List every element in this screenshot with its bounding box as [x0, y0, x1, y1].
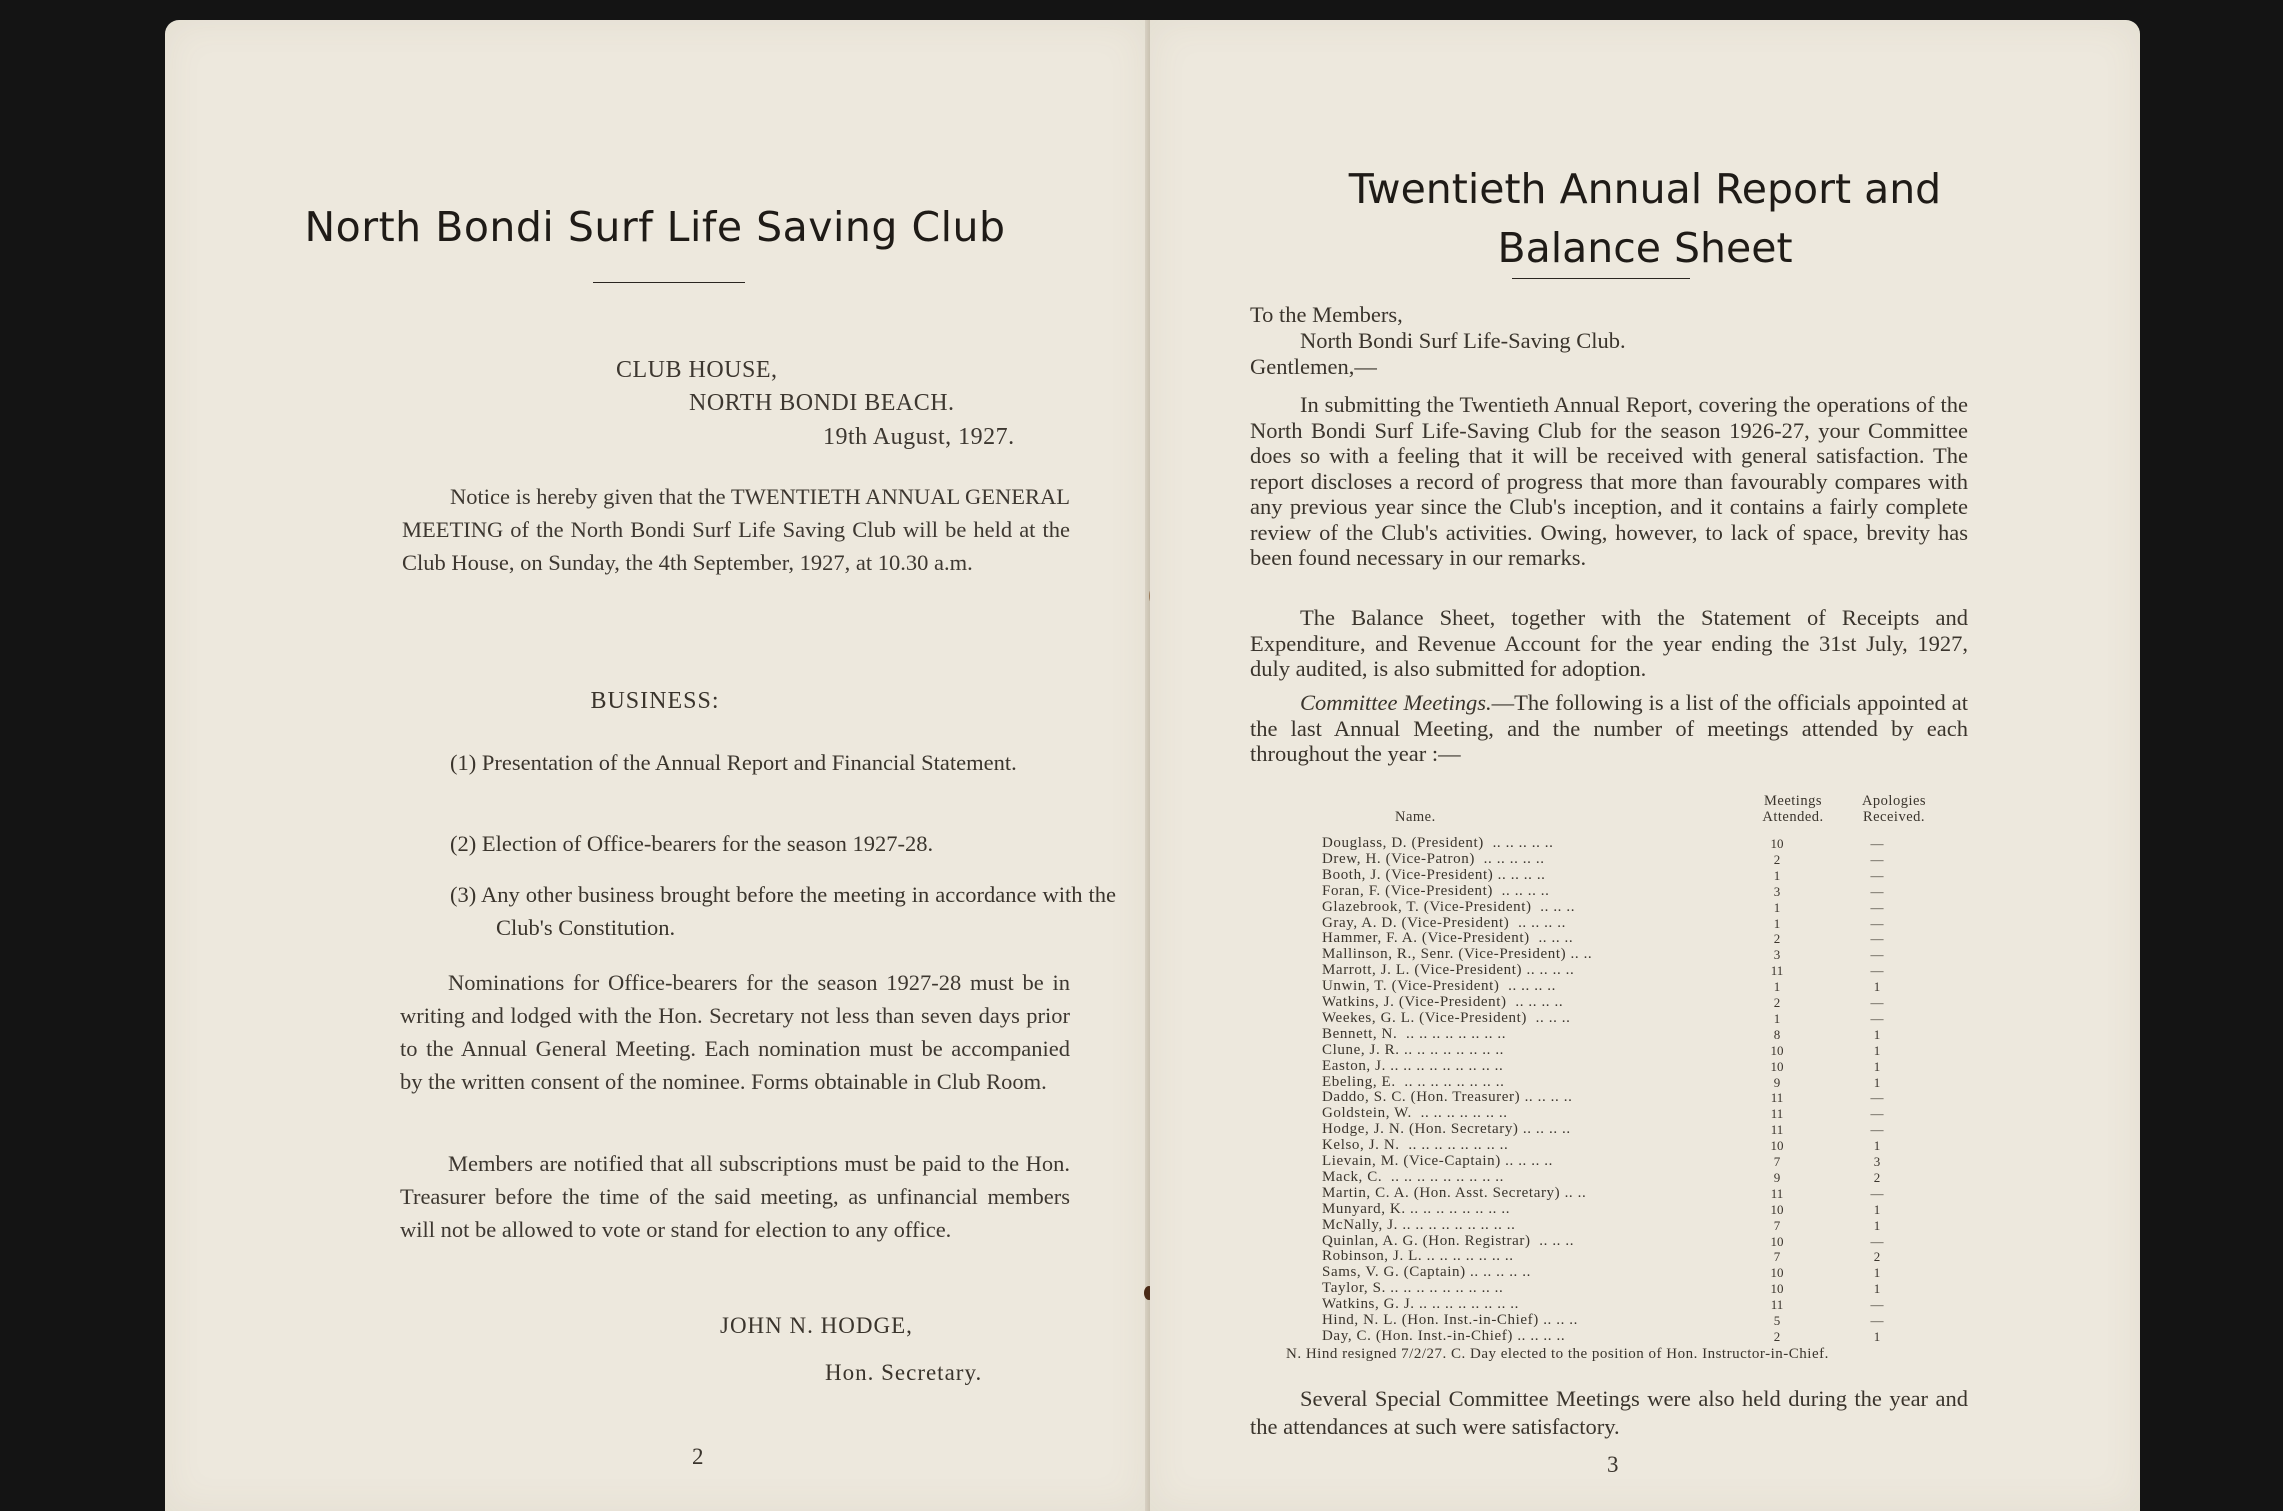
row-meetings-attended: 11: [1770, 1106, 1784, 1122]
row-name: Munyard, K. .. .. .. .. .. .. .. ..: [1322, 1200, 1511, 1217]
row-apologies-received: 1: [1873, 1281, 1881, 1297]
row-meetings-attended: 7: [1773, 1217, 1781, 1233]
business-heading: BUSINESS:: [590, 688, 720, 714]
table-row: [1322, 852, 1942, 868]
table-row: [1322, 1313, 1942, 1329]
page-number-left: 2: [692, 1444, 704, 1469]
row-meetings-attended: 11: [1770, 1185, 1784, 1201]
table-row: [1322, 1218, 1942, 1234]
table-row: [1322, 1202, 1942, 1218]
table-row: [1322, 1138, 1942, 1154]
row-meetings-attended: 11: [1770, 1297, 1784, 1313]
row-meetings-attended: 2: [1773, 995, 1781, 1010]
table-row: [1322, 1329, 1942, 1345]
row-name: Hind, N. L. (Hon. Inst.-in-Chief) .. .. ..: [1322, 1312, 1579, 1328]
row-apologies-received: 1: [1873, 1201, 1881, 1217]
table-header-attended-1: Meetings: [1764, 793, 1822, 809]
row-meetings-attended: 1: [1773, 979, 1781, 995]
row-name: McNally, J. .. .. .. .. .. .. .. .. ..: [1322, 1216, 1516, 1233]
row-name: Taylor, S. .. .. .. .. .. .. .. .. ..: [1322, 1280, 1504, 1297]
table-row: [1322, 1059, 1942, 1075]
row-apologies-received: 1: [1873, 1058, 1881, 1074]
row-name: Hodge, J. N. (Hon. Secretary) .. .. .. ..: [1322, 1121, 1571, 1138]
row-name: Robinson, J. L. .. .. .. .. .. .. ..: [1322, 1248, 1514, 1265]
table-header-apologies-1: Apologies: [1861, 793, 1927, 809]
row-name: Daddo, S. C. (Hon. Treasurer) .. .. .. ..: [1322, 1089, 1573, 1106]
row-apologies-received: —: [1870, 867, 1884, 883]
row-name: Watkins, G. J. .. .. .. .. .. .. .. ..: [1322, 1296, 1520, 1313]
row-apologies-received: —: [1870, 995, 1884, 1010]
row-apologies-received: 1: [1873, 1042, 1881, 1058]
row-name: Lievain, M. (Vice-Captain) .. .. .. ..: [1322, 1153, 1554, 1169]
table-row: [1322, 1075, 1942, 1091]
table-row: [1322, 868, 1942, 884]
address-line-1: CLUB HOUSE,: [616, 357, 778, 383]
row-meetings-attended: 10: [1770, 1233, 1784, 1249]
page-number-right: 3: [1607, 1452, 1619, 1477]
table-header-apologies-2: Received.: [1862, 809, 1926, 825]
row-meetings-attended: 5: [1773, 1313, 1781, 1328]
row-name: Day, C. (Hon. Inst.-in-Chief) .. .. .. ..: [1322, 1327, 1566, 1344]
row-name: Bennett, N. .. .. .. .. .. .. .. ..: [1322, 1025, 1507, 1042]
table-header-name: Name.: [1395, 809, 1436, 825]
report-title-rule: [1512, 278, 1690, 279]
row-meetings-attended: 10: [1770, 1042, 1784, 1058]
row-name: Weekes, G. L. (Vice-President) .. .. ..: [1322, 1009, 1571, 1026]
meeting-notice: Notice is hereby given that the TWENTIETH ANNUAL GENERAL MEETING of the North Bondi Surf Life Saving Club will be held at the Club House, on Sunday, the 4th September, 1927, at 10.30 a.m.: [402, 484, 1070, 575]
report-paragraph-4: Several Special Committee Meetings were also held during the year and the attendances at such were satisfactory.: [1250, 1386, 1968, 1439]
signatory-name: JOHN N. HODGE,: [720, 1313, 913, 1338]
row-meetings-attended: 10: [1770, 836, 1784, 851]
table-row: [1322, 1027, 1942, 1043]
row-name: Glazebrook, T. (Vice-President) .. .. ..: [1322, 898, 1576, 915]
row-meetings-attended: 11: [1770, 1122, 1784, 1138]
row-name: Unwin, T. (Vice-President) .. .. .. ..: [1322, 978, 1556, 995]
row-apologies-received: —: [1870, 1233, 1884, 1249]
subscriptions-paragraph: Members are notified that all subscriptions must be paid to the Hon. Treasurer before the time of the said meeting, as unfinancial members will not be allowed to vote or stand for election to any office.: [400, 1151, 1070, 1242]
salutation-club: North Bondi Surf Life-Saving Club.: [1300, 328, 1626, 353]
row-meetings-attended: 10: [1770, 1201, 1784, 1217]
row-apologies-received: —: [1870, 1313, 1884, 1328]
row-apologies-received: —: [1870, 963, 1884, 979]
address-line-2: NORTH BONDI BEACH.: [689, 390, 955, 416]
row-name: Martin, C. A. (Hon. Asst. Secretary) .. ..: [1322, 1184, 1587, 1201]
table-row: [1322, 1106, 1942, 1122]
club-title: North Bondi Surf Life Saving Club: [304, 203, 1006, 251]
table-row: [1322, 1170, 1942, 1186]
committee-meetings-heading: Committee Meetings.: [1300, 690, 1492, 715]
row-meetings-attended: 9: [1773, 1169, 1781, 1185]
row-apologies-received: 1: [1873, 979, 1881, 995]
row-name: Sams, V. G. (Captain) .. .. .. .. ..: [1322, 1264, 1531, 1281]
table-row: [1322, 900, 1942, 916]
table-row: [1322, 979, 1942, 995]
row-apologies-received: —: [1870, 899, 1884, 915]
business-item-3: (3) Any other business brought before the meeting in accordance with the Club's Constitution.: [450, 882, 1116, 940]
table-row: [1322, 1011, 1942, 1027]
row-apologies-received: 2: [1873, 1169, 1881, 1185]
row-meetings-attended: 3: [1773, 947, 1781, 963]
row-apologies-received: 1: [1873, 1265, 1881, 1281]
table-row: [1322, 836, 1942, 852]
table-row: [1322, 884, 1942, 900]
report-paragraph-2: The Balance Sheet, together with the Statement of Receipts and Expenditure, and Revenue Account for the year ending the 31st July, 1927, duly audited, is also submitted for adoption.: [1250, 605, 1968, 681]
row-meetings-attended: 2: [1773, 1328, 1781, 1344]
row-name: Quinlan, A. G. (Hon. Registrar) .. .. ..: [1322, 1232, 1575, 1249]
table-row: [1322, 1249, 1942, 1265]
table-row: [1322, 1154, 1942, 1170]
row-meetings-attended: 2: [1773, 931, 1781, 947]
row-apologies-received: —: [1870, 931, 1884, 947]
table-row: [1322, 931, 1942, 947]
row-apologies-received: 2: [1873, 1249, 1881, 1265]
row-meetings-attended: 2: [1773, 851, 1781, 867]
committee-meetings-text: —The following is a list of the officials appointed at the last Annual Meeting, and the number of meetings attended by each throughout the year :—: [1250, 690, 1968, 766]
table-row: [1322, 1281, 1942, 1297]
title-rule: [593, 282, 745, 283]
row-meetings-attended: 9: [1773, 1074, 1781, 1090]
row-apologies-received: —: [1870, 1185, 1884, 1201]
row-apologies-received: 1: [1873, 1328, 1881, 1344]
row-meetings-attended: 3: [1773, 883, 1781, 899]
row-meetings-attended: 10: [1770, 1281, 1784, 1297]
table-row: [1322, 1090, 1942, 1106]
row-apologies-received: 1: [1873, 1217, 1881, 1233]
row-name: Gray, A. D. (Vice-President) .. .. .. ..: [1322, 914, 1566, 931]
row-meetings-attended: 8: [1773, 1026, 1781, 1042]
row-apologies-received: —: [1870, 1106, 1884, 1122]
row-name: Drew, H. (Vice-Patron) .. .. .. .. ..: [1322, 850, 1545, 867]
business-item-1: (1) Presentation of the Annual Report and Financial Statement.: [450, 750, 1017, 775]
notice-date: 19th August, 1927.: [823, 424, 1015, 450]
row-apologies-received: 1: [1873, 1074, 1881, 1090]
row-name: Watkins, J. (Vice-President) .. .. .. ..: [1322, 994, 1564, 1010]
row-apologies-received: —: [1870, 1122, 1884, 1138]
row-apologies-received: —: [1870, 851, 1884, 867]
row-apologies-received: —: [1870, 947, 1884, 963]
nominations-paragraph: Nominations for Office-bearers for the season 1927-28 must be in writing and lodged with the Hon. Secretary not less than seven days prior to the Annual General Meeting. Each nomination must be accompanied by the written consent of the nominee. Forms obtainable in Club Room.: [400, 970, 1070, 1094]
row-meetings-attended: 1: [1773, 1010, 1781, 1026]
table-row: [1322, 1122, 1942, 1138]
table-row: [1322, 1265, 1942, 1281]
table-row: [1322, 963, 1942, 979]
row-meetings-attended: 1: [1773, 915, 1781, 931]
table-row: [1322, 916, 1942, 932]
row-meetings-attended: 7: [1773, 1154, 1781, 1169]
row-apologies-received: 1: [1873, 1026, 1881, 1042]
row-meetings-attended: 11: [1770, 1090, 1784, 1106]
report-paragraph-3: [1250, 690, 1968, 767]
row-meetings-attended: 10: [1770, 1138, 1784, 1154]
report-paragraph-1: In submitting the Twentieth Annual Report, covering the operations of the North Bondi Surf Life-Saving Club for the season 1926-27, your Committee does so with a feeling that it will be received with general satisfaction. The report discloses a record of progress that more than favourably compares with any previous year since the Club's inception, and it contains a fairly complete review of the Club's activities. Owing, however, to lack of space, brevity has been found necessary in our remarks.: [1250, 392, 1968, 570]
table-row: [1322, 947, 1942, 963]
table-row: [1322, 995, 1942, 1011]
row-name: Easton, J. .. .. .. .. .. .. .. .. ..: [1322, 1057, 1504, 1074]
row-name: Foran, F. (Vice-President) .. .. .. ..: [1322, 882, 1550, 899]
table-row: [1322, 1234, 1942, 1250]
signatory-title: Hon. Secretary.: [825, 1360, 983, 1385]
row-meetings-attended: 7: [1773, 1249, 1781, 1265]
row-apologies-received: 1: [1873, 1138, 1881, 1154]
table-row: [1322, 1043, 1942, 1059]
table-row: [1322, 1297, 1942, 1313]
row-name: Douglass, D. (President) .. .. .. .. ..: [1322, 835, 1554, 851]
business-item-2: (2) Election of Office-bearers for the season 1927-28.: [450, 831, 934, 856]
row-name: Mallinson, R., Senr. (Vice-President) .. ..: [1322, 946, 1593, 963]
row-name: Kelso, J. N. .. .. .. .. .. .. .. ..: [1322, 1137, 1509, 1154]
row-apologies-received: —: [1870, 1010, 1884, 1026]
right-page: [1150, 20, 2140, 1511]
salutation-gentlemen: Gentlemen,—: [1250, 354, 1377, 379]
table-footnote: N. Hind resigned 7/2/27. C. Day elected to the position of Hon. Instructor-in-Chief.: [1286, 1346, 1829, 1362]
row-name: Hammer, F. A. (Vice-President) .. .. ..: [1322, 930, 1574, 947]
salutation-to: To the Members,: [1250, 302, 1403, 327]
row-name: Ebeling, E. .. .. .. .. .. .. .. ..: [1322, 1073, 1505, 1090]
report-title-line-2: Balance Sheet: [1497, 224, 1793, 272]
row-apologies-received: —: [1870, 1090, 1884, 1106]
row-name: Goldstein, W. .. .. .. .. .. .. ..: [1322, 1105, 1508, 1122]
row-name: Marrott, J. L. (Vice-President) .. .. .. ..: [1322, 962, 1575, 979]
row-apologies-received: —: [1870, 836, 1884, 851]
row-apologies-received: —: [1870, 1297, 1884, 1313]
row-name: Booth, J. (Vice-President) .. .. .. ..: [1322, 866, 1546, 883]
table-header-attended-2: Attended.: [1762, 809, 1824, 825]
row-apologies-received: —: [1870, 883, 1884, 899]
row-meetings-attended: 1: [1773, 899, 1781, 915]
row-apologies-received: —: [1870, 915, 1884, 931]
row-meetings-attended: 10: [1770, 1265, 1784, 1281]
report-title-line-1: Twentieth Annual Report and: [1348, 165, 1942, 213]
row-meetings-attended: 11: [1770, 963, 1784, 979]
row-name: Clune, J. R. .. .. .. .. .. .. .. ..: [1322, 1041, 1505, 1058]
table-row: [1322, 1186, 1942, 1202]
left-page: [165, 20, 1145, 1511]
row-meetings-attended: 1: [1773, 867, 1781, 883]
row-name: Mack, C. .. .. .. .. .. .. .. .. ..: [1322, 1168, 1505, 1185]
row-meetings-attended: 10: [1770, 1058, 1784, 1074]
row-apologies-received: 3: [1873, 1154, 1881, 1169]
